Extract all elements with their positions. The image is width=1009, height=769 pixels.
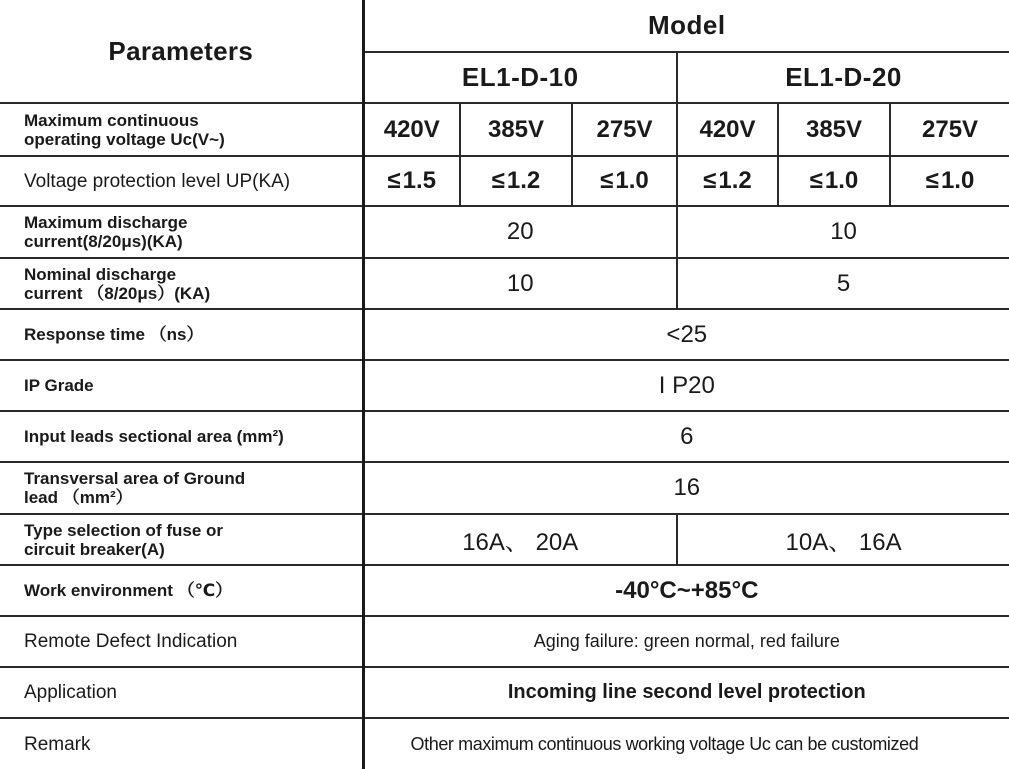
value-cell: 6 [363,411,1009,462]
value-cell: 275V [572,103,677,156]
value-cell: 16A、 20A [363,514,677,565]
param-label: Application [0,667,363,718]
value-cell: 385V [778,103,890,156]
table-row-imax [0,206,1009,258]
value-cell: ≤ 1.2 [677,156,778,206]
table-row-fuse [0,514,1009,565]
value-cell: <25 [363,309,1009,360]
param-label: Work environment （℃） [0,565,363,616]
value-cell: Aging failure: green normal, red failure [363,616,1009,667]
table-row-remote [0,616,1009,667]
value-cell: 385V [460,103,572,156]
table-row-application [0,667,1009,718]
model-el1-d-10: EL1-D-10 [363,52,677,103]
param-label: Transversal area of Ground lead （mm²） [0,462,363,514]
value-cell: 10A、 16A [677,514,1009,565]
value-cell: Other maximum continuous working voltage Uc can be customized [363,718,1009,769]
value-cell: I P20 [363,360,1009,411]
value-cell: 420V [363,103,460,156]
param-label: IP Grade [0,360,363,411]
table-row-input-leads [0,411,1009,462]
value-cell: 275V [890,103,1009,156]
value-cell: 5 [677,258,1009,309]
table-row-remark [0,718,1009,769]
param-label: Voltage protection level UP(KA) [0,156,363,206]
param-label: Maximum continuous operating voltage Uc(V~) [0,103,363,156]
param-label: Nominal discharge current （8/20μs）(KA) [0,258,363,309]
param-label: Input leads sectional area (mm²) [0,411,363,462]
table-row-ground [0,462,1009,514]
value-cell: ≤ 1.0 [778,156,890,206]
value-cell: Incoming line second level protection [363,667,1009,718]
table-row-ip [0,360,1009,411]
model-header: Model [363,0,1009,52]
param-label: Remote Defect Indication [0,616,363,667]
param-label: Remark [24,733,91,755]
param-label: Type selection of fuse or circuit breaker(A) [0,514,363,565]
param-label: Maximum discharge current(8/20μs)(KA) [0,206,363,258]
value-cell: -40°C~+85°C [363,565,1009,616]
value-cell: 16 [363,462,1009,514]
table-row-environment [0,565,1009,616]
header-row-model [0,0,1009,52]
param-label: Response time （ns） [0,309,363,360]
value-cell: ≤ 1.0 [890,156,1009,206]
value-cell: ≤ 1.2 [460,156,572,206]
parameters-header: Parameters [0,0,363,103]
table-row-response [0,309,1009,360]
value-cell: ≤ 1.5 [363,156,460,206]
value-cell: 10 [363,258,677,309]
value-cell: 420V [677,103,778,156]
model-el1-d-20: EL1-D-20 [677,52,1009,103]
value-cell: 20 [363,206,677,258]
table-row-in [0,258,1009,309]
table-row-up [0,156,1009,206]
value-cell: 10 [677,206,1009,258]
value-cell: ≤ 1.0 [572,156,677,206]
table-row-uc [0,103,1009,156]
